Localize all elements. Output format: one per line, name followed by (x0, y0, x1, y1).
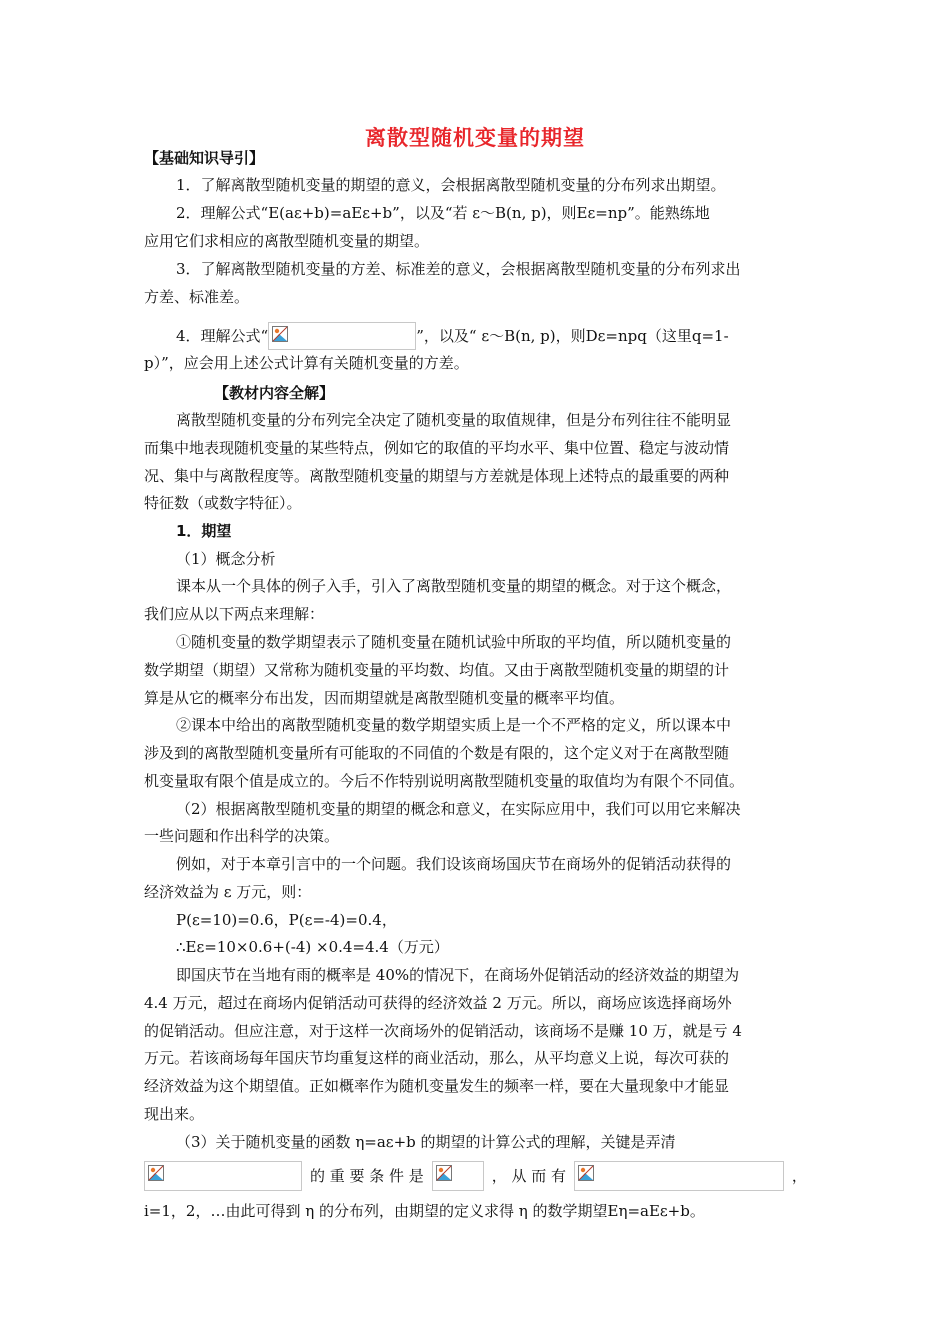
paragraph-line: 我们应从以下两点来理解： (144, 605, 325, 623)
paragraph-line: 的促销活动。但应注意，对于这样一次商场外的促销活动，该商场不是赚 10 万，就是亏 4 (144, 1022, 742, 1040)
paragraph-line: 即国庆节在当地有雨的概率是 40%的情况下，在商场外促销活动的经济效益的期望为 (176, 966, 740, 984)
paragraph-line: 机变量取有限个值是成立的。今后不作特别说明离散型随机变量的取值均为有限个不同值。 (144, 772, 745, 790)
paragraph-line: 1．了解离散型随机变量的期望的意义，会根据离散型随机变量的分布列求出期望。 (176, 176, 726, 194)
broken-image-icon (144, 1161, 302, 1191)
paragraph-line: 万元。若该商场每年国庆节均重复这样的商业活动，那么，从平均意义上说，每次可获的 (144, 1049, 730, 1067)
paragraph-line: 离散型随机变量的分布列完全决定了随机变量的取值规律，但是分布列往往不能明显 (176, 411, 732, 429)
paragraph-line: 数学期望（期望）又常称为随机变量的平均数、均值。又由于离散型随机变量的期望的计 (144, 661, 730, 679)
formula-line: ∴Eε=10×0.6+(-4) ×0.4=4.4（万元） (176, 938, 449, 956)
text-fragment: 的 重 要 条 件 是 (309, 1167, 424, 1185)
paragraph-line: 一些问题和作出科学的决策。 (144, 827, 340, 845)
paragraph-line: i=1，2，…由此可得到 η 的分布列，由期望的定义求得 η 的数学期望Eη=aEε+b。 (144, 1202, 705, 1220)
paragraph-line: 例如，对于本章引言中的一个问题。我们设该商场国庆节在商场外的促销活动获得的 (176, 855, 732, 873)
formula-prefix: 4．理解公式“ (176, 327, 269, 345)
paragraph-line: p）”，应会用上述公式计算有关随机变量的方差。 (144, 354, 469, 372)
paragraph-line: 经济效益为 ε 万元，则： (144, 883, 312, 901)
formula-suffix: ”，以及“ ε～B(n, p)，则Dε=npq（这里q=1- (416, 327, 729, 345)
paragraph-line: 应用它们求相应的离散型随机变量的期望。 (144, 232, 430, 250)
paragraph-line: 算是从它的概率分布出发，因而期望就是离散型随机变量的概率平均值。 (144, 689, 625, 707)
paragraph-line: 4.4 万元，超过在商场内促销活动可获得的经济效益 2 万元。所以，商场应该选择商场外 (144, 994, 732, 1012)
text-fragment: ， 从 而 有 (491, 1167, 567, 1185)
broken-image-icon (268, 322, 416, 350)
paragraph-line: （3）关于随机变量的函数 η=aε+b 的期望的计算公式的理解，关键是弄清 (176, 1133, 676, 1151)
paragraph-line: 而集中地表现随机变量的某些特点，例如它的取值的平均水平、集中位置、稳定与波动情 (144, 439, 730, 457)
paragraph-line-formula (176, 322, 729, 350)
broken-image-icon (432, 1161, 484, 1191)
section-heading-basics: 【基础知识导引】 (144, 149, 265, 167)
paragraph-line: 经济效益为这个期望值。正如概率作为随机变量发生的频率一样，要在大量现象中才能显 (144, 1077, 730, 1095)
formula-line: P(ε=10)=0.6，P(ε=-4)=0.4， (176, 911, 397, 929)
paragraph-line: 况、集中与离散程度等。离散型随机变量的期望与方差就是体现上述特点的最重要的两种 (144, 467, 730, 485)
paragraph-line: 3．了解离散型随机变量的方差、标准差的意义，会根据离散型随机变量的分布列求出 (176, 260, 741, 278)
paragraph-line: 课本从一个具体的例子入手，引入了离散型随机变量的期望的概念。对于这个概念， (176, 577, 732, 595)
paragraph-line: 2．理解公式“E(aε+b)=aEε+b”，以及“若 ε～B(n, p)，则Eε=np”。能熟练地 (176, 204, 710, 222)
paragraph-line: （1）概念分析 (176, 550, 276, 568)
section-heading-content: 【教材内容全解】 (214, 384, 335, 402)
text-fragment: ， (791, 1167, 807, 1185)
page-title: 离散型随机变量的期望 (365, 126, 585, 150)
broken-image-icon (574, 1161, 784, 1191)
subsection-heading-expectation: 1．期望 (176, 522, 232, 540)
paragraph-line: 特征数（或数字特征）。 (144, 494, 302, 512)
paragraph-line: 现出来。 (144, 1105, 205, 1123)
paragraph-line-formula (144, 1161, 807, 1191)
paragraph-line: ②课本中给出的离散型随机变量的数学期望实质上是一个不严格的定义，所以课本中 (176, 716, 732, 734)
paragraph-line: 方差、标准差。 (144, 288, 250, 306)
paragraph-line: （2）根据离散型随机变量的期望的概念和意义，在实际应用中，我们可以用它来解决 (176, 800, 741, 818)
paragraph-line: ①随机变量的数学期望表示了随机变量在随机试验中所取的平均值，所以随机变量的 (176, 633, 732, 651)
paragraph-line: 涉及到的离散型随机变量所有可能取的不同值的个数是有限的，这个定义对于在离散型随 (144, 744, 730, 762)
